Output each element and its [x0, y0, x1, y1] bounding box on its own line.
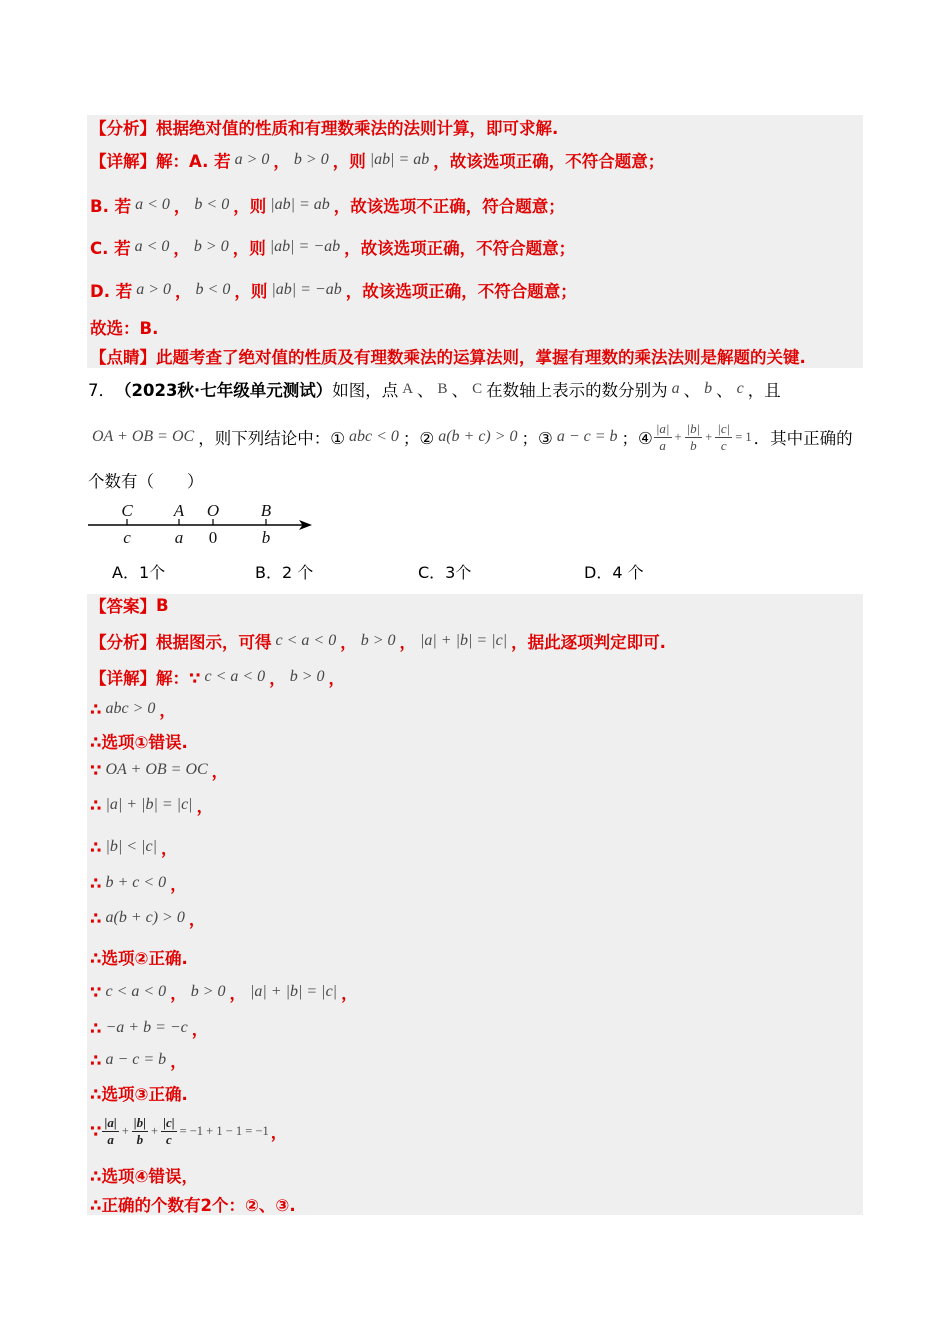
math-expression: a − c = b: [556, 428, 618, 445]
text-run: ，: [170, 1052, 187, 1071]
text-run: ，据此逐项判定即可.: [511, 633, 666, 652]
value-label-b: b: [261, 528, 271, 547]
question-stem-line-2: [88, 415, 853, 459]
fraction: [654, 421, 672, 454]
final-count-line: [90, 1193, 296, 1215]
point-name: C: [472, 380, 483, 397]
text-run: ，: [341, 984, 358, 1003]
solution-step: [90, 981, 358, 1003]
math-expression: a > 0: [136, 281, 172, 298]
text-run: ，则: [332, 152, 366, 171]
solution-step: [90, 1049, 187, 1071]
text-run: ∴选项②正确.: [90, 949, 188, 968]
math-expression: OA + OB = OC: [105, 761, 208, 778]
fraction-numerator: |b|: [133, 1114, 147, 1130]
text-run: 、: [451, 381, 469, 400]
fraction-denominator: b: [690, 437, 697, 453]
point-name: B: [437, 380, 448, 397]
option-verdict-line: [90, 1164, 198, 1186]
text-run: 、: [716, 381, 733, 400]
option-c: C．3个: [418, 563, 472, 582]
question-stem-line-3: [88, 469, 204, 491]
value-label-zero: 0: [208, 528, 218, 547]
text-run: ，故该选项不正确，符合题意；: [333, 197, 565, 216]
math-expression: b > 0: [360, 632, 396, 649]
fraction-numerator: |c|: [717, 420, 731, 436]
text-run: ，: [269, 669, 286, 688]
text-run: ，故该选项正确，不符合题意；: [345, 282, 577, 301]
math-expression: |a| + |b| = |c|: [105, 796, 193, 813]
section-label: 【详解】: [90, 152, 156, 171]
option-d: D．4 个: [584, 563, 644, 582]
point-name: A: [402, 380, 414, 397]
text-run: 根据绝对值的性质和有理数乘法的法则计算，即可求解.: [156, 119, 559, 138]
text-run: ∴: [90, 837, 102, 857]
text-run: 、: [683, 381, 701, 400]
fraction: [715, 421, 732, 454]
text-run: ，: [188, 910, 206, 929]
text-run: 解：A. 若: [156, 152, 231, 171]
math-expression: b + c < 0: [105, 874, 167, 891]
text-run: ∴: [90, 873, 102, 893]
solution-step: [90, 907, 205, 929]
fraction-numerator: |c|: [163, 1114, 175, 1130]
solution-step: [90, 1111, 287, 1151]
math-expression: b > 0: [190, 983, 226, 1000]
section-label: 【详解】: [90, 669, 156, 688]
text-run: ∴: [90, 1050, 102, 1070]
text-run: ∴: [90, 908, 102, 928]
math-expression: a: [671, 380, 680, 397]
text-run: ，: [175, 282, 192, 301]
text-run: ，: [196, 797, 214, 816]
text-run: ，则: [232, 239, 266, 258]
fraction-numerator: |a|: [655, 420, 670, 436]
math-operator: = 1: [735, 429, 752, 444]
text-run: ，: [170, 875, 187, 894]
value-label-c: c: [123, 528, 131, 547]
analysis-line: [90, 630, 666, 652]
text-run: ，: [273, 152, 290, 171]
value-label-a: a: [174, 528, 184, 547]
answer-options: [0, 562, 950, 584]
point-label-b: B: [260, 501, 272, 520]
text-run: 此题考查了绝对值的性质及有理数乘法的运算法则，掌握有理数的乘法法则是解题的关键.: [156, 348, 806, 367]
option-verdict-line: [90, 1082, 188, 1104]
math-operator: +: [151, 1123, 159, 1138]
section-label: 【点睛】: [90, 348, 156, 367]
text-run: ．其中正确的: [753, 429, 853, 448]
section-label: 【答案】: [90, 597, 156, 616]
math-expression: |ab| = −ab: [269, 238, 341, 255]
math-expression: |a| + |b| = |c|: [420, 632, 508, 649]
math-expression: c: [736, 380, 744, 397]
option-verdict-line: [90, 730, 188, 752]
math-expression: |b| < |c|: [105, 838, 157, 855]
fraction: [161, 1115, 177, 1148]
text-run: ，故该选项正确，不符合题意；: [344, 239, 576, 258]
math-expression: c < a < 0: [105, 983, 167, 1000]
text-run: ，: [340, 633, 357, 652]
fraction-denominator: a: [107, 1131, 114, 1147]
fraction-numerator: |b|: [686, 420, 701, 436]
math-expression: c < a < 0: [275, 632, 337, 649]
math-expression: b < 0: [195, 281, 231, 298]
text-run: ，且: [747, 381, 781, 400]
text-run: ，: [229, 984, 246, 1003]
text-run: ，则: [234, 282, 268, 301]
fraction: [685, 421, 703, 454]
fraction-denominator: a: [659, 437, 666, 453]
text-run: ∵: [90, 760, 102, 780]
math-expression: a(b + c) > 0: [105, 909, 185, 926]
text-run: ，: [159, 701, 176, 720]
text-run: ，: [211, 762, 229, 781]
math-expression: b > 0: [289, 668, 325, 685]
text-run: D. 若: [90, 282, 133, 301]
answer-line: [90, 594, 169, 616]
option-verdict-line: [90, 946, 188, 968]
text-run: 7．: [88, 381, 115, 400]
fraction-denominator: c: [720, 437, 727, 453]
math-expression: |ab| = −ab: [271, 281, 342, 298]
solution-step: [90, 872, 187, 894]
math-expression: |ab| = ab: [369, 151, 430, 168]
math-operator: = −1 + 1 − 1 = −1: [179, 1123, 269, 1138]
question-7: [0, 0, 950, 600]
section-label: 【分析】: [90, 633, 156, 652]
solution-step: [90, 759, 228, 781]
math-expression: −a + b = −c: [105, 1019, 188, 1036]
text-run: C. 若: [90, 239, 131, 258]
math-expression: a > 0: [234, 151, 270, 168]
text-run: ；④: [621, 429, 653, 448]
text-run: ，则: [233, 197, 267, 216]
math-operator: +: [705, 429, 713, 444]
math-expression: a < 0: [135, 196, 170, 213]
text-run: 个数有（ ）: [88, 472, 204, 491]
math-expression: a − c = b: [105, 1051, 167, 1068]
point-label-o: O: [206, 501, 220, 520]
math-operator: +: [674, 429, 682, 444]
text-run: 在数轴上表示的数分别为: [486, 381, 668, 400]
text-run: B. 若: [90, 197, 132, 216]
math-expression: OA + OB = OC: [92, 428, 195, 445]
text-run: ∴选项③正确.: [90, 1085, 188, 1104]
fraction-numerator: |a|: [104, 1114, 117, 1130]
number-line: [80, 496, 320, 550]
text-run: ；③: [521, 429, 553, 448]
math-expression: a < 0: [134, 238, 170, 255]
text-run: 如图，点: [332, 381, 399, 400]
solution-step: [90, 698, 176, 720]
point-label-a: A: [173, 501, 185, 520]
math-operator: +: [121, 1123, 129, 1138]
section-label: 【分析】: [90, 119, 156, 138]
text-run: ∴: [90, 699, 102, 719]
text-run: ∴: [90, 795, 102, 815]
option-b: B．2 个: [255, 563, 314, 582]
point-label-c: C: [121, 501, 133, 520]
text-run: B: [156, 595, 169, 615]
fraction: [102, 1115, 118, 1148]
detailed-solution-line: [90, 666, 345, 688]
solution-step: [90, 794, 213, 816]
solution-step: [90, 1017, 208, 1039]
text-run: 根据图示，可得: [156, 633, 272, 652]
math-expression: b > 0: [193, 238, 229, 255]
math-expression: abc > 0: [105, 700, 156, 717]
text-run: ，: [160, 839, 178, 858]
text-run: ；②: [402, 429, 435, 448]
math-expression: b: [704, 380, 713, 397]
option-a: A．1个: [112, 563, 166, 582]
text-run: 解：∵: [156, 669, 201, 688]
text-run: ，: [173, 239, 190, 258]
text-run: ∴: [90, 1018, 102, 1038]
text-run: ∴选项④错误，: [90, 1167, 198, 1186]
math-expression: b > 0: [293, 151, 329, 168]
fraction-denominator: b: [136, 1131, 144, 1147]
math-expression: b < 0: [194, 196, 230, 213]
math-expression: |a| + |b| = |c|: [249, 983, 338, 1000]
solution-step: [90, 836, 177, 858]
text-run: ，故该选项正确，不符合题意；: [433, 152, 665, 171]
text-run: ∵: [90, 982, 102, 1002]
text-run: ，: [191, 1020, 209, 1039]
text-run: ∴正确的个数有2个：②、③.: [90, 1196, 296, 1215]
text-run: ，: [399, 633, 416, 652]
fraction: [132, 1115, 148, 1148]
question-stem-line-1: [88, 378, 781, 400]
text-run: ∴选项①错误.: [90, 733, 188, 752]
text-run: ，则下列结论中：①: [198, 429, 345, 448]
math-expression: abc < 0: [348, 428, 399, 445]
bold-text-run: （2023秋·七年级单元测试）: [115, 381, 333, 400]
text-run: 、: [417, 381, 434, 400]
text-run: ，: [170, 984, 187, 1003]
fraction-denominator: c: [165, 1131, 172, 1147]
text-run: ，: [270, 1123, 288, 1142]
text-run: ，: [328, 669, 345, 688]
text-run: ∵: [90, 1121, 102, 1141]
math-expression: a(b + c) > 0: [438, 428, 518, 445]
question-7-solution-box: [87, 594, 863, 1215]
text-run: 故选：B.: [90, 319, 159, 338]
text-run: ，: [173, 197, 191, 216]
math-expression: |ab| = ab: [270, 196, 330, 213]
math-expression: c < a < 0: [204, 668, 266, 685]
